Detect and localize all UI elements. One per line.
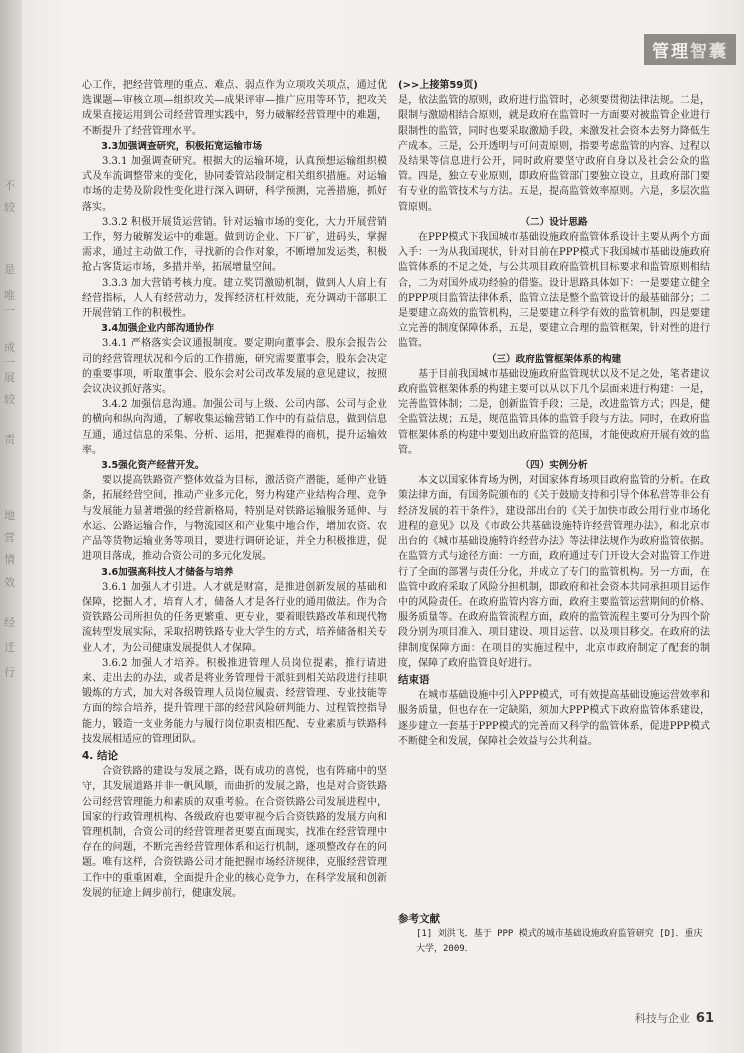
section-heading: （三）政府监管框架体系的构建 [486,353,622,365]
gutter-fragment: 迁 [4,641,15,654]
paragraph: 3.3.3 加大营销考核力度。建立奖罚激励机制，做到人人肩上有经营指标，人人有经营动力，发挥经济杠杆效能，充分调动干部职工开展营销工作的积极性。 [82,277,387,320]
gutter-fragment: 较 [4,393,15,406]
paragraph: 要以提高铁路资产整体效益为目标，激活资产潜能，延伸产业链条，拓展经营空间，推动产业多元化，努力构建产业结构合理、竞争与发展能力显著增强的经营新格局，特别是对铁路运输服务延伸、与水运、公路运输合作，与物流园区和产业集中地合作，增加农资、农产品等货物运输业务等项目，要进行调研论证，并全力积极推进，促进项目落成，推动合资公司的多元化发展。 [82,475,387,563]
paragraph: 3.6.2 加强人才培养。积极推进管理人员岗位提素，推行请进来、走出去的办法，或者是将业务管理骨干派驻到相关站段进行挂职锻炼的方式，加大对各级管理人员岗位履责、经营管理、专业技能等方面的综合培养，提升管理干部的经营风险研判能力、过程管控指导能力，锻造一支业务能力与履行岗位职责相匹配、专业素质与铁路科技发展相适应的管理团队。 [82,657,387,745]
logo-part-a: 管理 [652,42,690,62]
page-footer [635,1010,714,1026]
paragraph: 3.6.1 加强人才引进。人才就是财富，是推进创新发展的基础和保障，挖掘人才，培育人才，储备人才是各行业的通用做法。作为合资铁路公司所担负的任务更繁重、更专业，要着眼铁路改革和现代物流转型发展实际，采取招聘铁路专业大学生的方式，培养储备相关专业人才，为公司健康发展提供人才保障。 [82,581,387,654]
paragraph: 在城市基础设施中引入PPP模式，可有效提高基础设施运营效率和服务质量，但也存在一定缺陷，须加大PPP模式下政府监管体系建设，逐步建立一套基于PPP模式的完善而又科学的监管体系，促进PPP模式不断健全和发展，保障社会效益与公共利益。 [398,690,710,747]
gutter-fragment: 不 [4,179,15,192]
gutter-fragment: 营 [4,531,15,544]
gutter-fragment: 情 [4,553,15,566]
paragraph: 3.4.1 严格落实会议通报制度。要定期向董事会、股东会报告公司的经营管理状况和今后的工作措施，研究需要董事会，股东会决定的重要事项，听取董事会、股东会对公司改革发展的意见建议，按照会议决议抓好落实。 [82,338,387,396]
paragraph: 3.3.1 加强调查研究。根据大的运输环境，认真预想运输组织模式及车流调整带来的变化，协同委管站段制定相关组织措施。对运输市场的走势及阶段性变化进行深入调研，科学预测，完善措施，抓好落实。 [82,156,387,213]
paragraph: 3.4.2 加强信息沟通。加强公司与上级、公司内部、公司与企业的横向和纵向沟通，了解收集运输营销工作中的有益信息，做到信息互通，通过信息的采集、分析、运用，把握难得的商机，提升运输效率。 [82,399,387,456]
gutter-fragment: 效 [4,576,15,589]
references-title: 参考文献 [398,913,440,925]
paragraph: 基于目前我国城市基础设施政府监管现状以及不足之处，笔者建议政府监管框架体系的构建主要可以从以下几个层面来进行构建：一是，完善监管体制；二是，创新监管手段；三是，改进监管方式；四是，健全监管法规；五是，规范监管具体的监管手段与方法。同时，在政府监管框架体系的构建中要划出政府监管的范围，才能使政府开展有效的监管。 [398,368,710,456]
gutter-fragment: 责 [4,433,15,446]
paragraph: 本文以国家体育场为例，对国家体育场项目政府监管的分析。在政策法律方面，有国务院颁布的《关于鼓励支持和引导个体私营等非公有经济发展的若干条件》，建设部出台的《关于加快市政公用行业市场化进程的意见》以及《市政公共基础设施特许经营管理办法》，和北京市出台的《城市基础设施特许经营办法》等法律法规作为政府监管依据。在监管方式与途径方面：一方面，政府通过专门开设大会对监管工作进行了全面的部署与责任分化，并成立了专门的监管机构。另一方面，在监管中政府采取了风险分担机制，即政府和社会资本共同承担项目运作中的风险责任。在政府监管内容方面，政府主要监管运营期间的价格、服务质量等。在政府监管流程方面，政府的监管流程主要可分为四个阶段分别为项目准入、项目建设、项目运营、以及项目移交。在政府的法律制度保障方面：在项目的实施过程中，北京市政府制定了配套的制度，保障了政府监管良好进行。 [398,475,710,669]
continued-from-note: (>>上接第59页) [398,80,478,91]
gutter-fragment: 行 [4,666,15,679]
gutter-fragment: 展 [4,371,15,384]
gutter-fragment: 成一 [4,341,15,369]
section-heading: 结束语 [398,673,430,686]
section-heading: 4. 结论 [82,749,118,762]
section-heading: （四）实例分析 [520,460,588,472]
section-heading: 3.4加强企业内部沟通协作 [101,323,215,335]
logo-part-b: 智囊 [690,42,728,62]
gutter-fragment: 较 [4,201,15,214]
gutter-fragment: 唯一 [4,289,15,317]
section-heading: 3.6加强高科技人才储备与培养 [101,566,234,578]
section-heading: 3.3加强调查研究，积极拓宽运输市场 [101,140,263,152]
page-number: 61 [695,1011,714,1026]
gutter-fragment: 地 [4,509,15,522]
left-column [82,78,387,901]
references [398,912,710,957]
section-heading: （二）设计思路 [520,216,588,228]
section-heading: 3.5强化资产经营开发。 [101,460,205,472]
paragraph: 在PPP模式下我国城市基础设施政府监管体系设计主要从两个方面入手：一为从我国现状，针对目前在PPP模式下我国城市基础设施政府监管体系的不足之处，与公共项目政府监管机目标要求和监管原则相结合，二为对国外成功经验的借鉴。设计思路具体如下：一是要建立健全的PPP项目监管法律体系，监管立法是整个监管设计的最基础部分；二是要建立高效的监管机构，三是要建立科学有效的监管机制，四是要建立完善的制度保障体系，五是，要建立合理的监管框架，针对性的进行监管。 [398,232,710,350]
gutter-fragment: 是 [4,263,15,276]
paragraph: 是，依法监管的原则，政府进行监管时，必须要贯彻法律法规。二是，限制与激励相结合原则，就是政府在监管时一方面要对被监管企业进行限制性的监管，同时也要采取激励手段，来激发社会资本去努力降低生产成本。三是，公开透明与可问责原则，指要考虑监管的内容、过程以及结果等信息进行公开，同时政府要坚守政府自身以及社会公众的监管。四是，独立专业原则，即政府监管部门要独立设立，且政府部门要有专业的监管技术与方法。五是，提高监管效率原则。六是，多层次监管原则。 [398,95,710,213]
reference-item: [1] 刘洪飞．基于 PPP 模式的城市基础设施政府监管研究 [D]．重庆大学，2009． [416,929,703,954]
paragraph: 3.3.2 积极开展货运营销。针对运输市场的变化，大力开展营销工作，努力破解发运中的难题。做到访企业、下厂矿，进码头，掌握需求，通过主动做工作，寻找新的合作对象，不断增加发运类，积极抢占客货运市场，多措并举，拓展增量空间。 [82,216,387,274]
paragraph: 合资铁路的建设与发展之路，既有成功的喜悦，也有阵痛中的坚守，其发展道路并非一帆风顺，而曲折的发展之路，也是对合资铁路公司经营管理能力和素质的双重考验。在合资铁路公司发展进程中，国家的行政管理机构、各级政府也要审视今后合资铁路的发展方向和管理机制，合资公司的经营管理者更要直面现实，找准在经营管理中存在的问题，不断完善经营管理体系和运行机制，逐项整改存在的问题。唯有这样，合资铁路公司才能把握市场经济规律，克服经营管理工作中的重重困难，全面提升企业的核心竞争力，在科学发展和创新发展的征途上阔步前行，健康发展。 [82,766,387,899]
binding-gutter [0,0,22,1053]
journal-name: 科技与企业 [634,1012,690,1025]
right-column [398,78,710,749]
paragraph: 心工作，把经营管理的重点、难点、弱点作为立项攻关项点，通过优选课题—审核立项—组织攻关—成果评审—推广应用等环节，把攻关成果直接运用到公司经营管理实践中，努力破解经营管理中的难题，不断提升了经营管理水平。 [82,80,387,137]
column-logo [644,34,736,65]
gutter-fragment: 经 [4,616,15,629]
